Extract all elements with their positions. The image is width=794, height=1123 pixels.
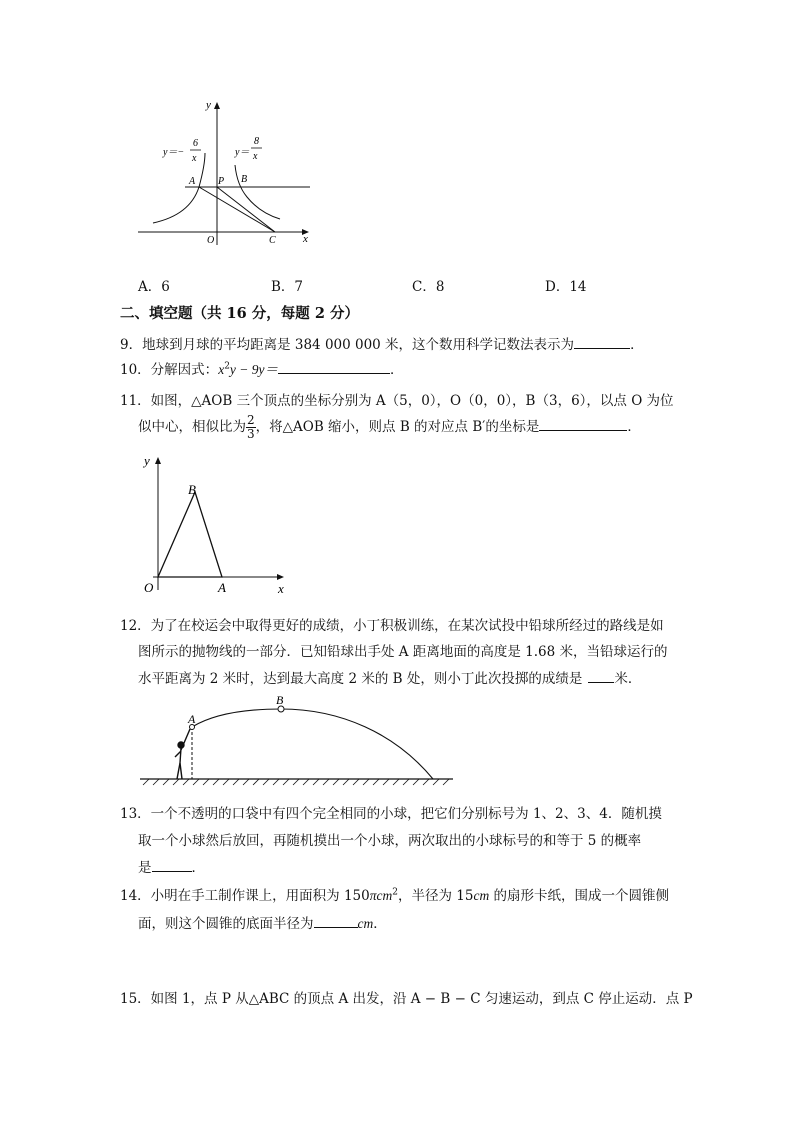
q14-line1-a: 14．小明在手工制作课上，用面积为 150 xyxy=(120,888,370,904)
equation-right-prefix: y＝ xyxy=(235,147,250,158)
fig2-axis-y-label: y xyxy=(144,453,150,468)
q11-line2-b: ，将△AOB 缩小，则点 B 的对应点 B′的坐标是 xyxy=(255,419,540,435)
fig3-point-B-label: B xyxy=(276,693,284,707)
q14-line2-unit: cm xyxy=(357,916,374,931)
fig2-axis-x-label: x xyxy=(278,581,284,596)
q10-prefix: 10．分解因式： xyxy=(120,362,219,378)
ratio-den: 3 xyxy=(247,427,255,441)
fig2-origin-label: O xyxy=(144,580,154,595)
question-12-line-1: 12．为了在校运会中取得更好的成绩，小丁积极训练，在某次试投中铅球所经过的路线是如 xyxy=(120,618,664,634)
axis-y-label: y xyxy=(206,99,211,111)
question-11-line-1: 11．如图，△AOB 三个顶点的坐标分别为 A（5，0），O（0，0），B（3，6），以点 O 为位 xyxy=(120,393,674,409)
point-B-label: B xyxy=(241,174,248,185)
axis-x-label: x xyxy=(303,233,308,245)
segment-PC xyxy=(217,187,275,232)
option-b[interactable] xyxy=(271,275,303,295)
q10-expr-sup: 2 xyxy=(224,361,230,372)
q13-line3-a: 是 xyxy=(138,860,152,876)
q14-unit2: cm xyxy=(473,888,490,903)
q11-end: ． xyxy=(627,419,641,435)
question-14-line-2 xyxy=(138,912,387,932)
q10-expr-rest: y − 9y＝ xyxy=(229,362,279,377)
q14-unit: πcm xyxy=(369,888,393,903)
option-c[interactable] xyxy=(412,275,444,295)
question-12-line-2: 图所示的抛物线的一部分．已知铅球出手处 A 距离地面的高度是 1.68 米，当铅球运行的 xyxy=(138,644,668,660)
equation-left-den: x xyxy=(192,153,197,164)
question-15-line-1: 15．如图 1，点 P 从△ABC 的顶点 A 出发，沿 A − B − C 匀速运动，到点 C 停止运动．点 P xyxy=(120,991,693,1007)
q10-expr-x: x xyxy=(218,362,225,377)
q9-text: 9．地球到月球的平均距离是 384 000 000 米，这个数用科学记数法表示为 xyxy=(120,337,575,353)
fig2-point-A-label: A xyxy=(218,580,226,595)
q12-line3-a: 水平距离为 2 米时，达到最大高度 2 米的 B 处，则小丁此次投掷的成绩是 xyxy=(138,671,583,687)
q14-answer-blank[interactable] xyxy=(314,915,358,928)
segment-AC xyxy=(199,187,275,232)
option-d-letter: D． xyxy=(545,279,570,295)
q14-line2-a: 面，则这个圆锥的底面半径为 xyxy=(138,916,314,932)
option-c-letter: C． xyxy=(412,279,436,295)
thrower-figure xyxy=(175,729,190,779)
equation-left-prefix: y＝− xyxy=(163,147,185,158)
equation-right-den: x xyxy=(253,151,258,162)
triangle-AOB xyxy=(158,492,222,577)
equation-right-num: 8 xyxy=(254,136,259,147)
question-13-line-1: 13．一个不透明的口袋中有四个完全相同的小球，把它们分别标号为 1、2、3、4．随机摸 xyxy=(120,806,662,822)
q14-line1-c: 的扇形卡纸，围成一个圆锥侧 xyxy=(489,888,670,904)
section-title: 二、填空题（共 16 分，每题 2 分） xyxy=(120,305,359,322)
question-14-line-1 xyxy=(120,884,669,904)
option-d-value: 14 xyxy=(569,279,587,295)
question-11-line-2 xyxy=(138,414,641,441)
hyperbola-figure xyxy=(135,95,320,250)
point-P-label: P xyxy=(218,176,225,187)
question-9 xyxy=(120,333,644,353)
question-13-line-3 xyxy=(138,856,205,876)
point-A-label: A xyxy=(189,176,196,187)
trajectory-smooth xyxy=(192,709,433,779)
option-a-letter: A． xyxy=(138,279,162,295)
question-10 xyxy=(120,358,404,378)
option-b-value: 7 xyxy=(294,279,304,295)
q14-end: ． xyxy=(373,916,387,932)
option-d[interactable] xyxy=(545,275,587,295)
q14-sup: 2 xyxy=(392,887,398,898)
q10-end: ． xyxy=(390,362,404,378)
origin-O-label: O xyxy=(207,235,215,246)
ratio-num: 2 xyxy=(247,413,255,427)
q12-answer-blank[interactable] xyxy=(588,670,614,683)
question-12-line-3 xyxy=(138,667,641,687)
option-b-letter: B． xyxy=(271,279,295,295)
q13-answer-blank[interactable] xyxy=(152,859,192,872)
fig3-point-A-label: A xyxy=(188,712,196,726)
q9-end: ． xyxy=(630,337,644,353)
option-a-value: 6 xyxy=(161,279,170,295)
point-C-label: C xyxy=(269,235,276,246)
q11-answer-blank[interactable] xyxy=(539,418,627,431)
q12-line3-b: 米． xyxy=(614,671,642,687)
option-a[interactable] xyxy=(138,275,170,295)
option-c-value: 8 xyxy=(435,279,445,295)
q10-answer-blank[interactable] xyxy=(278,361,390,374)
fig2-point-B-label: B xyxy=(188,482,196,497)
q11-line2-a: 似中心，相似比为 xyxy=(138,419,246,435)
curve-left xyxy=(153,153,205,223)
ratio-fraction xyxy=(246,414,256,441)
equation-left-num: 6 xyxy=(193,138,198,149)
ground-hatch xyxy=(143,779,449,785)
q9-answer-blank[interactable] xyxy=(574,336,630,349)
q13-end: ． xyxy=(191,860,205,876)
triangle-figure xyxy=(138,450,293,598)
question-13-line-2: 取一个小球然后放回，再随机摸出一个小球，两次取出的小球标号的和等于 5 的概率 xyxy=(138,833,642,849)
q14-line1-b: ，半径为 15 xyxy=(398,888,474,904)
shot-put-figure xyxy=(135,693,460,793)
